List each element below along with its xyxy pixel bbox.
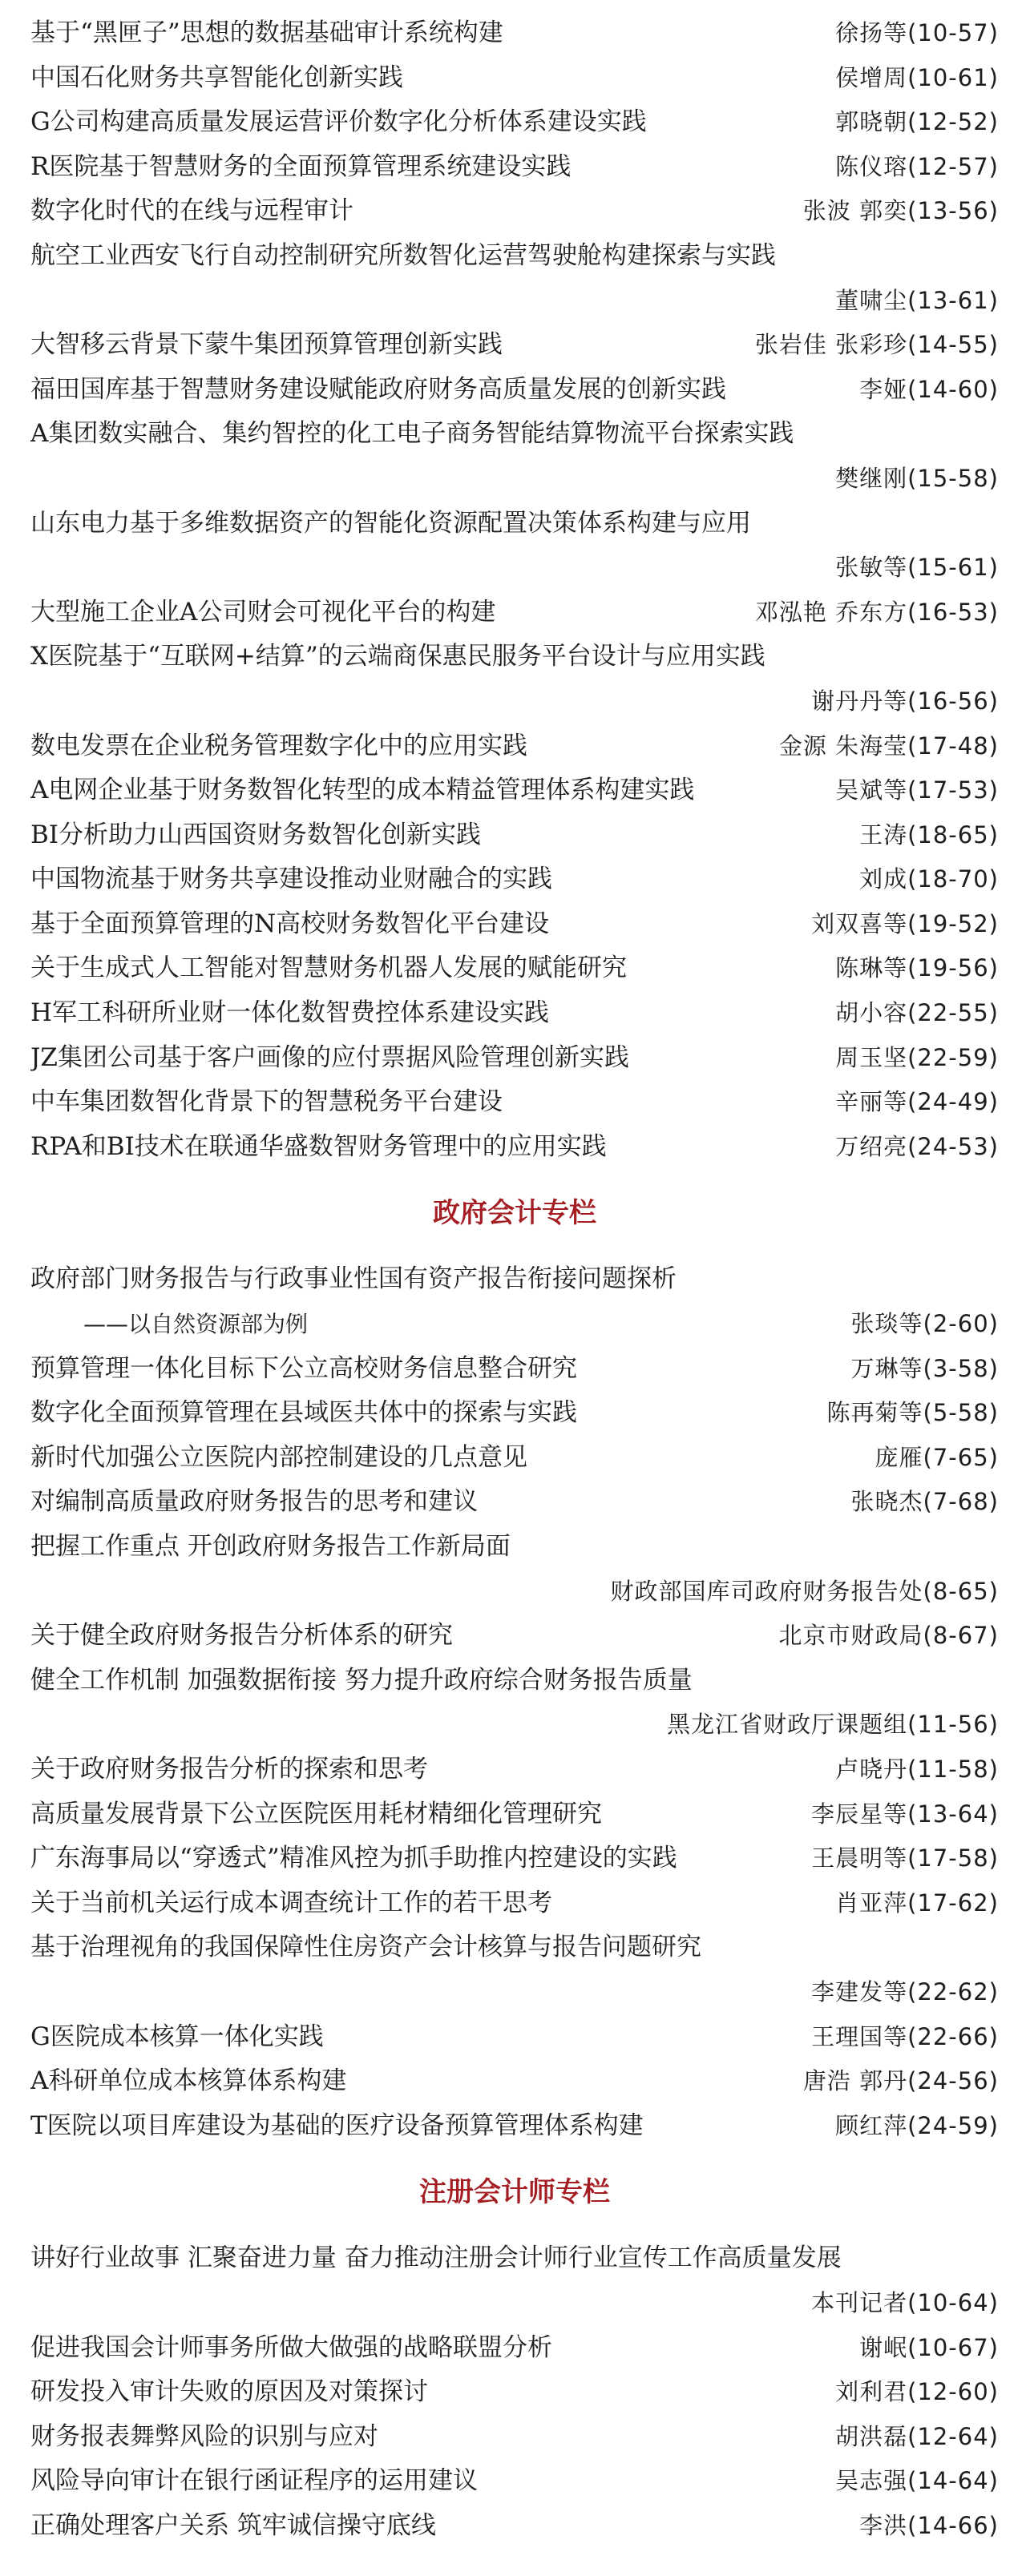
article-title: RPA和BI技术在联通华盛数智财务管理中的应用实践 — [30, 1131, 607, 1161]
article-author: 徐扬等(10-57) — [835, 19, 999, 46]
article-author: 陈琳等(19-56) — [835, 954, 999, 982]
toc-entry[interactable] — [30, 2104, 999, 2149]
article-title: 预算管理一体化目标下公立高校财务信息整合研究 — [30, 1353, 577, 1383]
toc-entry[interactable] — [30, 1347, 999, 1392]
article-author: 董啸尘(13-61) — [835, 286, 999, 314]
article-title: 高质量发展背景下公立医院医用耗材精细化管理研究 — [30, 1799, 602, 1828]
article-author-line — [30, 2281, 999, 2326]
article-author-line — [30, 679, 999, 724]
article-author: 万绍亮(24-53) — [835, 1132, 999, 1160]
article-title: 福田国库基于智慧财务建设赋能政府财务高质量发展的创新实践 — [30, 374, 726, 404]
toc-entry[interactable] — [30, 902, 999, 947]
article-author-line — [30, 1703, 999, 1748]
article-author: 周玉坚(22-59) — [835, 1043, 999, 1071]
toc-entry[interactable] — [30, 100, 999, 145]
article-title: 研发投入审计失败的原因及对策探讨 — [30, 2377, 428, 2407]
article-title: 新时代加强公立医院内部控制建设的几点意见 — [30, 1442, 527, 1472]
toc-entry[interactable] — [30, 813, 999, 858]
article-author: 金源 朱海莹(17-48) — [778, 732, 999, 760]
article-title: 航空工业西安飞行自动控制研究所数智化运营驾驶舱构建探索与实践 — [30, 240, 776, 270]
toc-entry[interactable] — [30, 635, 999, 679]
article-author: 万琳等(3-58) — [850, 1354, 999, 1382]
article-title: 数字化时代的在线与远程审计 — [30, 196, 353, 226]
article-author: 李娅(14-60) — [859, 375, 999, 403]
toc-entry[interactable] — [30, 1036, 999, 1081]
article-author: 肖亚萍(17-62) — [835, 1889, 999, 1917]
toc-entry[interactable] — [30, 2236, 999, 2281]
article-title: 关于当前机关运行成本调查统计工作的若干思考 — [30, 1888, 552, 1917]
toc-entry[interactable] — [30, 2415, 999, 2460]
toc-entry[interactable] — [30, 1302, 999, 1347]
article-title: 促进我国会计师事务所做大做强的战略联盟分析 — [30, 2332, 552, 2362]
article-author: 庞雁(7-65) — [875, 1443, 999, 1471]
article-title: 基于治理视角的我国保障性住房资产会计核算与报告问题研究 — [30, 1933, 701, 1962]
article-title: G公司构建高质量发展运营评价数字化分析体系建设实践 — [30, 107, 647, 137]
toc-entry[interactable] — [30, 1748, 999, 1792]
article-title: 中国石化财务共享智能化创新实践 — [30, 62, 403, 92]
article-title: 把握工作重点 开创政府财务报告工作新局面 — [30, 1532, 511, 1561]
toc-entry[interactable] — [30, 1659, 999, 1703]
toc-entry[interactable] — [30, 368, 999, 413]
toc-entry[interactable] — [30, 56, 999, 101]
section-heading: 注册会计师专栏 — [419, 2176, 610, 2209]
article-author: 谢岷(10-67) — [859, 2333, 999, 2361]
toc-entry[interactable] — [30, 1257, 999, 1302]
toc-entry[interactable] — [30, 724, 999, 769]
toc-entry[interactable] — [30, 1614, 999, 1659]
article-title: A科研单位成本核算体系构建 — [30, 2066, 347, 2096]
toc-entry[interactable] — [30, 2059, 999, 2104]
article-author: 顾红萍(24-59) — [835, 2111, 999, 2139]
article-author-line — [30, 1570, 999, 1615]
article-author-line — [30, 457, 999, 502]
article-author-line — [30, 546, 999, 591]
article-author: 侯增周(10-61) — [835, 63, 999, 91]
article-title: 中车集团数智化背景下的智慧税务平台建设 — [30, 1087, 503, 1117]
article-title: BI分析助力山西国资财务数智化创新实践 — [30, 820, 482, 849]
article-author: 胡洪磊(12-64) — [835, 2422, 999, 2450]
article-author: 李辰星等(13-64) — [811, 1800, 999, 1828]
toc-entry[interactable] — [30, 2015, 999, 2060]
article-author: 樊继刚(15-58) — [835, 464, 999, 492]
article-title: 山东电力基于多维数据资产的智能化资源配置决策体系构建与应用 — [30, 508, 751, 538]
toc-entry[interactable] — [30, 946, 999, 991]
article-title: 数电发票在企业税务管理数字化中的应用实践 — [30, 731, 527, 760]
article-author: 张波 郭奕(13-56) — [802, 197, 999, 225]
article-author: 吴斌等(17-53) — [835, 776, 999, 804]
toc-entry[interactable] — [30, 1925, 999, 1970]
toc-entry[interactable] — [30, 2504, 999, 2549]
section-heading: 政府会计专栏 — [433, 1197, 596, 1230]
article-title: A集团数实融合、集约智控的化工电子商务智能结算物流平台探索实践 — [30, 419, 794, 449]
article-title: 广东海事局以“穿透式”精准风控为抓手助推内控建设的实践 — [30, 1844, 677, 1873]
toc-entry[interactable] — [30, 1525, 999, 1570]
article-author: 刘成(18-70) — [859, 865, 999, 893]
article-author: 胡小容(22-55) — [835, 999, 999, 1027]
toc-entry[interactable] — [30, 502, 999, 546]
article-title: 基于全面预算管理的N高校财务数智化平台建设 — [30, 909, 550, 938]
toc-entry[interactable] — [30, 1436, 999, 1481]
article-author: 唐浩 郭丹(24-56) — [802, 2067, 999, 2095]
article-title: 健全工作机制 加强数据衔接 努力提升政府综合财务报告质量 — [30, 1665, 693, 1695]
toc-entry[interactable] — [30, 11, 999, 56]
article-title: ——以自然资源部为例 — [83, 1311, 309, 1338]
article-author-line — [30, 1970, 999, 2015]
article-title: 对编制高质量政府财务报告的思考和建议 — [30, 1487, 478, 1517]
article-author: 陈再菊等(5-58) — [826, 1399, 999, 1427]
article-title: T医院以项目库建设为基础的医疗设备预算管理体系构建 — [30, 2110, 644, 2140]
article-author: 李洪(14-66) — [859, 2511, 999, 2539]
article-author: 吴志强(14-64) — [835, 2467, 999, 2495]
toc-entry[interactable] — [30, 2459, 999, 2504]
article-author: 卢晓丹(11-58) — [835, 1755, 999, 1783]
article-author: 北京市财政局(8-67) — [778, 1622, 999, 1650]
article-title: 关于政府财务报告分析的探索和思考 — [30, 1754, 428, 1784]
article-title: H军工科研所业财一体化数智费控体系建设实践 — [30, 998, 550, 1028]
article-title: 关于生成式人工智能对智慧财务机器人发展的赋能研究 — [30, 953, 627, 983]
article-author: 王涛(18-65) — [859, 820, 999, 849]
article-author: 李建发等(22-62) — [811, 1977, 999, 2006]
toc-entry[interactable] — [30, 857, 999, 902]
article-author: 张岩佳 张彩珍(14-55) — [754, 331, 999, 359]
article-title: 关于健全政府财务报告分析体系的研究 — [30, 1621, 453, 1651]
toc-entry[interactable] — [30, 1080, 999, 1125]
toc-entry[interactable] — [30, 591, 999, 635]
article-title: 正确处理客户关系 筑牢诚信操守底线 — [30, 2510, 436, 2540]
toc-entry[interactable] — [30, 1125, 999, 1170]
toc-entry[interactable] — [30, 323, 999, 368]
article-author: 本刊记者(10-64) — [811, 2288, 999, 2316]
toc-entry[interactable] — [30, 1792, 999, 1837]
article-author: 刘利君(12-60) — [835, 2378, 999, 2406]
toc-entry[interactable] — [30, 991, 999, 1036]
article-title: 风险导向审计在银行函证程序的运用建议 — [30, 2466, 478, 2496]
toc-entry[interactable] — [30, 1480, 999, 1525]
article-author: 黑龙江省财政厅课题组(11-56) — [667, 1711, 999, 1739]
toc-entry[interactable] — [30, 1836, 999, 1881]
article-author: 辛丽等(24-49) — [835, 1088, 999, 1116]
toc-entry[interactable] — [30, 189, 999, 234]
article-title: G医院成本核算一体化实践 — [30, 2022, 324, 2051]
article-title: 数字化全面预算管理在县域医共体中的探索与实践 — [30, 1398, 577, 1428]
article-author-line — [30, 279, 999, 324]
article-title: JZ集团公司基于客户画像的应付票据风险管理创新实践 — [30, 1042, 629, 1072]
article-author: 张晓杰(7-68) — [850, 1488, 999, 1516]
article-title: R医院基于智慧财务的全面预算管理系统建设实践 — [30, 151, 572, 181]
article-author: 张琰等(2-60) — [850, 1310, 999, 1338]
toc-entry[interactable] — [30, 2370, 999, 2415]
toc-entry[interactable] — [30, 234, 999, 279]
article-author: 张敏等(15-61) — [835, 554, 999, 582]
article-author: 郭晓朝(12-52) — [835, 108, 999, 136]
article-author: 王理国等(22-66) — [811, 2022, 999, 2050]
toc-entry[interactable] — [30, 1391, 999, 1436]
toc-entry[interactable] — [30, 145, 999, 190]
toc-entry[interactable] — [30, 412, 999, 457]
toc-entry[interactable] — [30, 2326, 999, 2371]
toc-entry[interactable] — [30, 1881, 999, 1926]
article-author: 邓泓艳 乔东方(16-53) — [754, 598, 999, 626]
article-author: 陈仪瑢(12-57) — [835, 152, 999, 180]
article-author: 财政部国库司政府财务报告处(8-65) — [610, 1577, 999, 1605]
toc-entry[interactable] — [30, 768, 999, 813]
article-author: 刘双喜等(19-52) — [811, 909, 999, 937]
article-title: X医院基于“互联网+结算”的云端商保惠民服务平台设计与应用实践 — [30, 642, 765, 671]
article-title: 中国物流基于财务共享建设推动业财融合的实践 — [30, 865, 552, 894]
article-title: 大型施工企业A公司财会可视化平台的构建 — [30, 597, 496, 627]
article-title: 讲好行业故事 汇聚奋进力量 奋力推动注册会计师行业宣传工作高质量发展 — [30, 2243, 842, 2273]
article-title: A电网企业基于财务数智化转型的成本精益管理体系构建实践 — [30, 776, 695, 805]
article-title: 财务报表舞弊风险的识别与应对 — [30, 2421, 378, 2451]
article-author: 王晨明等(17-58) — [811, 1844, 999, 1873]
article-title: 基于“黑匣子”思想的数据基础审计系统构建 — [30, 18, 503, 47]
article-title: 政府部门财务报告与行政事业性国有资产报告衔接问题探析 — [30, 1264, 677, 1294]
article-title: 大智移云背景下蒙牛集团预算管理创新实践 — [30, 330, 503, 360]
article-author: 谢丹丹等(16-56) — [811, 687, 999, 715]
